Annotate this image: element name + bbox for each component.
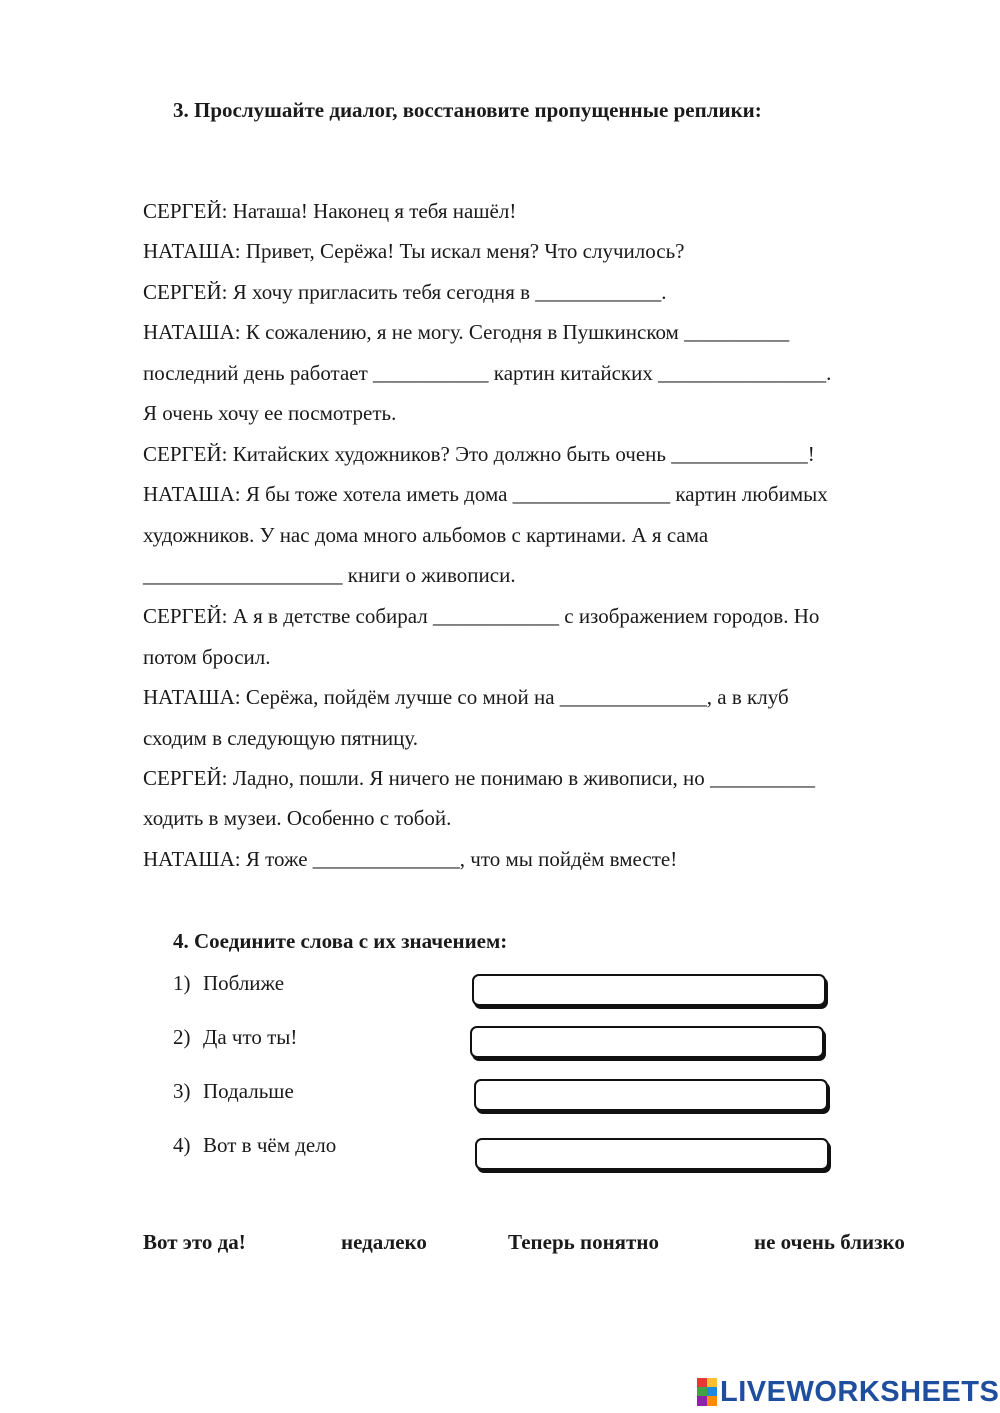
- dialogue-line: Я очень хочу ее посмотреть.: [143, 401, 397, 425]
- dialogue-line: СЕРГЕЙ: Я хочу пригласить тебя сегодня в ____________.: [143, 280, 667, 304]
- match-item-number: 3): [173, 1079, 191, 1103]
- dialogue-line: ходить в музеи. Особенно с тобой.: [143, 806, 452, 830]
- dialogue-line: СЕРГЕЙ: Китайских художников? Это должно быть очень _____________!: [143, 442, 815, 466]
- dialogue-line: НАТАША: Я тоже ______________, что мы пойдём вместе!: [143, 847, 678, 871]
- match-item-text: Поближе: [203, 971, 285, 995]
- match-item-text: Да что ты!: [203, 1025, 298, 1049]
- match-item-number: 4): [173, 1133, 191, 1157]
- dialogue-line: последний день работает ___________ картин китайских ________________.: [143, 361, 832, 385]
- task3-heading: 3. Прослушайте диалог, восстановите пропущенные реплики:: [173, 98, 762, 122]
- dialogue-line: потом бросил.: [143, 645, 271, 669]
- answer-drop-box-3[interactable]: [474, 1079, 828, 1111]
- dialogue-line: ___________________ книги о живописи.: [143, 563, 516, 587]
- match-item: [173, 1079, 294, 1104]
- match-item-number: 2): [173, 1025, 191, 1049]
- liveworksheets-logo: [697, 1377, 999, 1407]
- drag-option[interactable]: Вот это да!: [143, 1230, 246, 1254]
- dialogue-line: НАТАША: Привет, Серёжа! Ты искал меня? Что случилось?: [143, 239, 685, 263]
- drag-option[interactable]: не очень близко: [754, 1230, 905, 1254]
- dialogue-line: НАТАША: Серёжа, пойдём лучше со мной на ______________, а в клуб: [143, 685, 789, 709]
- match-item-text: Вот в чём дело: [203, 1133, 337, 1157]
- logo-text: LIVEWORKSHEETS: [720, 1375, 1000, 1408]
- match-item-text: Подальше: [203, 1079, 294, 1103]
- dialogue-line: СЕРГЕЙ: А я в детстве собирал ____________ с изображением городов. Но: [143, 604, 820, 628]
- answer-drop-box-4[interactable]: [475, 1138, 829, 1170]
- match-item: [173, 971, 284, 996]
- task4-heading: 4. Соедините слова с их значением:: [173, 929, 508, 953]
- dialogue-line: художников. У нас дома много альбомов с картинами. А я сама: [143, 523, 709, 547]
- dialogue-line: НАТАША: Я бы тоже хотела иметь дома _______________ картин любимых: [143, 482, 828, 506]
- drag-option[interactable]: Теперь понятно: [508, 1230, 659, 1254]
- answer-drop-box-2[interactable]: [470, 1026, 824, 1058]
- match-item: [173, 1025, 297, 1050]
- match-item-number: 1): [173, 971, 191, 995]
- dialogue-line: сходим в следующую пятницу.: [143, 726, 419, 750]
- drag-option[interactable]: недалеко: [341, 1230, 427, 1254]
- dialogue-line: СЕРГЕЙ: Ладно, пошли. Я ничего не понимаю в живописи, но __________: [143, 766, 815, 790]
- answer-drop-box-1[interactable]: [472, 974, 826, 1006]
- dialogue-line: СЕРГЕЙ: Наташа! Наконец я тебя нашёл!: [143, 199, 517, 223]
- match-item: [173, 1133, 336, 1158]
- dialogue-line: НАТАША: К сожалению, я не могу. Сегодня в Пушкинском __________: [143, 320, 790, 344]
- liveworksheets-logo-icon: [697, 1378, 717, 1406]
